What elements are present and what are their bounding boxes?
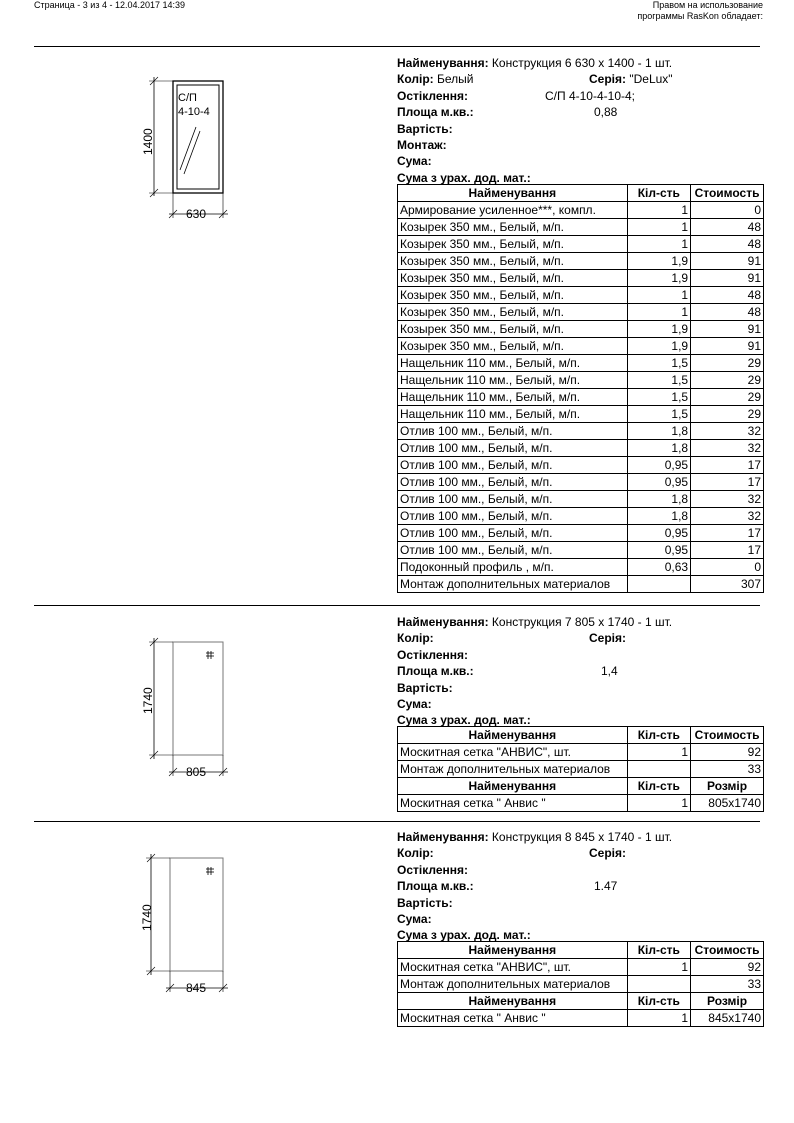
- color-label: Колір:: [397, 846, 434, 861]
- item-name-cell: Отлив 100 мм., Белый, м/п.: [398, 440, 628, 457]
- sum-label: Сума:: [397, 911, 432, 926]
- item-cost-cell: 29: [691, 406, 764, 423]
- item-cost-cell: 17: [691, 525, 764, 542]
- item-cost-cell: 32: [691, 423, 764, 440]
- item-cost-cell: 0: [691, 559, 764, 576]
- item-name-cell: Москитная сетка "АНВИС", шт.: [398, 959, 628, 976]
- item-qty-cell: 1,5: [627, 355, 691, 372]
- table-row: [398, 576, 764, 593]
- item-name-cell: Нащельник 110 мм., Белый, м/п.: [398, 389, 628, 406]
- sum-label: Сума:: [397, 154, 432, 169]
- item-qty-cell: 1,8: [627, 440, 691, 457]
- item-qty-cell: [627, 976, 691, 993]
- series-label: Серія:: [589, 631, 627, 646]
- table-row: [398, 389, 764, 406]
- item-cost-cell: 307: [691, 576, 764, 593]
- construction-info: [397, 614, 672, 729]
- glazing-label: Остіклення:: [397, 647, 469, 662]
- area-value: 0,88: [594, 105, 618, 120]
- item-cost-cell: 0: [691, 202, 764, 219]
- item-name-cell: Отлив 100 мм., Белый, м/п.: [398, 457, 628, 474]
- area-label: Площа м.кв.:: [397, 105, 474, 120]
- glass-label-1: С/П: [178, 92, 197, 104]
- series-value: "DeLux": [629, 72, 673, 87]
- item-name-cell: Подоконный профиль , м/п.: [398, 559, 628, 576]
- item-name-cell: Армирование усиленное***, компл.: [398, 202, 628, 219]
- item-name-cell: Козырек 350 мм., Белый, м/п.: [398, 236, 628, 253]
- cost-label: Вартість:: [397, 680, 453, 695]
- col-cost-header: Стоимость: [691, 727, 764, 744]
- construction-title: Конструкция 7 805 x 1740 - 1 шт.: [491, 615, 673, 629]
- item-qty-cell: 1: [627, 287, 691, 304]
- item-cost-cell: 92: [691, 959, 764, 976]
- item-qty-cell: 1,5: [627, 372, 691, 389]
- height-dimension: 1740: [141, 687, 155, 714]
- area-value: 1.47: [594, 879, 618, 894]
- item-name-cell: Козырек 350 мм., Белый, м/п.: [398, 321, 628, 338]
- materials-body: [398, 959, 764, 993]
- col-size-header: Розмір: [691, 778, 764, 795]
- window-drawing: [140, 849, 240, 1004]
- cost-label: Вартість:: [397, 121, 453, 136]
- item-name-cell: Козырек 350 мм., Белый, м/п.: [398, 287, 628, 304]
- area-label: Площа м.кв.:: [397, 664, 474, 679]
- table-row: [398, 542, 764, 559]
- series-label: Серія:: [589, 72, 627, 87]
- item-qty-cell: 1: [627, 236, 691, 253]
- col-cost-header: Стоимость: [691, 942, 764, 959]
- item-qty-cell: 1: [627, 1010, 691, 1027]
- item-qty-cell: [627, 761, 691, 778]
- col-name-header: Найменування: [398, 993, 628, 1010]
- item-qty-cell: 1: [627, 795, 691, 812]
- item-size-cell: 805x1740: [691, 795, 764, 812]
- table-row: [398, 457, 764, 474]
- table-row: [398, 372, 764, 389]
- item-qty-cell: 1,5: [627, 389, 691, 406]
- table-row: [398, 236, 764, 253]
- height-dimension: 1400: [141, 128, 155, 155]
- table-row: [398, 304, 764, 321]
- item-name-cell: Монтаж дополнительных материалов: [398, 761, 628, 778]
- item-name-cell: Москитная сетка "АНВИС", шт.: [398, 744, 628, 761]
- table-row: [398, 508, 764, 525]
- construction-title: Конструкция 8 845 x 1740 - 1 шт.: [491, 830, 673, 844]
- table-row: [398, 440, 764, 457]
- table-row: [398, 474, 764, 491]
- materials-table: [397, 184, 764, 593]
- series-label: Серія:: [589, 846, 627, 861]
- item-name-cell: Козырек 350 мм., Белый, м/п.: [398, 338, 628, 355]
- window-drawing: [140, 634, 240, 789]
- col-cost-header: Стоимость: [691, 185, 764, 202]
- table-row: [398, 976, 764, 993]
- width-dimension: 805: [186, 765, 207, 779]
- item-name-cell: Козырек 350 мм., Белый, м/п.: [398, 270, 628, 287]
- item-cost-cell: 91: [691, 321, 764, 338]
- table-row: [398, 202, 764, 219]
- table-row: [398, 253, 764, 270]
- item-name-cell: Отлив 100 мм., Белый, м/п.: [398, 508, 628, 525]
- item-cost-cell: 32: [691, 440, 764, 457]
- sum-label: Сума:: [397, 696, 432, 711]
- item-cost-cell: 91: [691, 253, 764, 270]
- width-dimension: 630: [186, 207, 207, 221]
- item-cost-cell: 48: [691, 287, 764, 304]
- area-value: 1,4: [601, 664, 618, 679]
- item-qty-cell: 1,8: [627, 491, 691, 508]
- item-qty-cell: 1: [627, 744, 691, 761]
- glazing-value: С/П 4-10-4-10-4;: [545, 88, 635, 103]
- item-cost-cell: 17: [691, 457, 764, 474]
- item-qty-cell: 1,8: [627, 423, 691, 440]
- item-qty-cell: 1: [627, 202, 691, 219]
- table-row: [398, 321, 764, 338]
- color-label: Колір:: [397, 72, 434, 87]
- table-row: [398, 423, 764, 440]
- col-name-header: Найменування: [398, 778, 628, 795]
- table-row: [398, 761, 764, 778]
- item-qty-cell: 0,63: [627, 559, 691, 576]
- col-qty-header: Кіл-сть: [627, 778, 691, 795]
- table-header-row: [398, 185, 764, 202]
- item-qty-cell: 1: [627, 959, 691, 976]
- item-qty-cell: 0,95: [627, 457, 691, 474]
- item-name-cell: Нащельник 110 мм., Белый, м/п.: [398, 406, 628, 423]
- license-line-2: программы RasKon обладает:: [637, 11, 763, 21]
- item-name-cell: Нащельник 110 мм., Белый, м/п.: [398, 355, 628, 372]
- color-value: Белый: [436, 72, 474, 87]
- item-size-cell: 845x1740: [691, 1010, 764, 1027]
- sum-extra-label: Сума з урах. дод. мат.:: [397, 713, 531, 728]
- window-drawing: [140, 75, 240, 230]
- mounting-label: Монтаж:: [397, 137, 447, 152]
- table-row: [398, 959, 764, 976]
- size-header-row: [398, 993, 764, 1010]
- item-name-cell: Козырек 350 мм., Белый, м/п.: [398, 304, 628, 321]
- area-label: Площа м.кв.:: [397, 879, 474, 894]
- materials-table: [397, 941, 764, 1027]
- name-label: Найменування:: [397, 56, 489, 70]
- col-qty-header: Кіл-сть: [627, 727, 691, 744]
- item-cost-cell: 92: [691, 744, 764, 761]
- col-qty-header: Кіл-сть: [627, 942, 691, 959]
- item-cost-cell: 32: [691, 508, 764, 525]
- sizes-body: [398, 795, 764, 812]
- item-qty-cell: 1: [627, 219, 691, 236]
- item-qty-cell: [627, 576, 691, 593]
- item-cost-cell: 91: [691, 270, 764, 287]
- page-info: Страница - 3 из 4 - 12.04.2017 14:39: [34, 0, 186, 10]
- item-cost-cell: 33: [691, 976, 764, 993]
- glazing-label: Остіклення:: [397, 88, 469, 103]
- table-row: [398, 338, 764, 355]
- name-label: Найменування:: [397, 830, 489, 844]
- materials-body: [398, 202, 764, 593]
- height-dimension: 1740: [140, 904, 154, 931]
- item-name-cell: Отлив 100 мм., Белый, м/п.: [398, 491, 628, 508]
- item-qty-cell: 1,9: [627, 338, 691, 355]
- table-header-row: [398, 942, 764, 959]
- separator-7-8: [34, 821, 760, 822]
- item-name-cell: Нащельник 110 мм., Белый, м/п.: [398, 372, 628, 389]
- table-row: [398, 744, 764, 761]
- item-qty-cell: 1,5: [627, 406, 691, 423]
- glazing-label: Остіклення:: [397, 862, 469, 877]
- col-qty-header: Кіл-сть: [627, 185, 691, 202]
- item-cost-cell: 29: [691, 372, 764, 389]
- table-row: [398, 406, 764, 423]
- construction-info: [397, 829, 672, 944]
- item-cost-cell: 17: [691, 542, 764, 559]
- item-name-cell: Москитная сетка " Анвис ": [398, 795, 628, 812]
- item-cost-cell: 29: [691, 355, 764, 372]
- item-qty-cell: 1: [627, 304, 691, 321]
- item-cost-cell: 48: [691, 219, 764, 236]
- table-row: [398, 491, 764, 508]
- item-qty-cell: 1,9: [627, 321, 691, 338]
- materials-table: [397, 726, 764, 812]
- item-qty-cell: 1,9: [627, 253, 691, 270]
- item-name-cell: Монтаж дополнительных материалов: [398, 576, 628, 593]
- name-label: Найменування:: [397, 615, 489, 629]
- item-name-cell: Козырек 350 мм., Белый, м/п.: [398, 219, 628, 236]
- license-note: [637, 0, 763, 22]
- materials-body: [398, 744, 764, 778]
- item-name-cell: Козырек 350 мм., Белый, м/п.: [398, 253, 628, 270]
- table-row: [398, 287, 764, 304]
- glass-label-2: 4-10-4: [178, 106, 210, 118]
- item-qty-cell: 0,95: [627, 542, 691, 559]
- col-name-header: Найменування: [398, 727, 628, 744]
- table-row: [398, 355, 764, 372]
- color-label: Колір:: [397, 631, 434, 646]
- item-name-cell: Отлив 100 мм., Белый, м/п.: [398, 474, 628, 491]
- item-cost-cell: 17: [691, 474, 764, 491]
- table-row: [398, 525, 764, 542]
- separator-6-7: [34, 605, 760, 606]
- item-name-cell: Отлив 100 мм., Белый, м/п.: [398, 423, 628, 440]
- sum-extra-label: Сума з урах. дод. мат.:: [397, 928, 531, 943]
- col-name-header: Найменування: [398, 942, 628, 959]
- license-line-1: Правом на использование: [652, 0, 763, 10]
- item-name-cell: Отлив 100 мм., Белый, м/п.: [398, 525, 628, 542]
- table-row: [398, 270, 764, 287]
- item-qty-cell: 1,8: [627, 508, 691, 525]
- width-dimension: 845: [186, 981, 207, 995]
- item-qty-cell: 1,9: [627, 270, 691, 287]
- col-size-header: Розмір: [691, 993, 764, 1010]
- sum-extra-label: Сума з урах. дод. мат.:: [397, 170, 531, 185]
- separator-top: [34, 46, 760, 47]
- size-row: [398, 1010, 764, 1027]
- item-cost-cell: 48: [691, 236, 764, 253]
- item-name-cell: Отлив 100 мм., Белый, м/п.: [398, 542, 628, 559]
- size-row: [398, 795, 764, 812]
- item-name-cell: Москитная сетка " Анвис ": [398, 1010, 628, 1027]
- table-row: [398, 559, 764, 576]
- construction-title: Конструкция 6 630 x 1400 - 1 шт.: [491, 56, 673, 70]
- item-cost-cell: 29: [691, 389, 764, 406]
- size-header-row: [398, 778, 764, 795]
- item-cost-cell: 48: [691, 304, 764, 321]
- construction-info: [397, 55, 672, 186]
- item-cost-cell: 33: [691, 761, 764, 778]
- table-row: [398, 219, 764, 236]
- item-cost-cell: 91: [691, 338, 764, 355]
- col-qty-header: Кіл-сть: [627, 993, 691, 1010]
- table-header-row: [398, 727, 764, 744]
- item-qty-cell: 0,95: [627, 474, 691, 491]
- sizes-body: [398, 1010, 764, 1027]
- item-name-cell: Монтаж дополнительных материалов: [398, 976, 628, 993]
- item-cost-cell: 32: [691, 491, 764, 508]
- col-name-header: Найменування: [398, 185, 628, 202]
- cost-label: Вартість:: [397, 895, 453, 910]
- item-qty-cell: 0,95: [627, 525, 691, 542]
